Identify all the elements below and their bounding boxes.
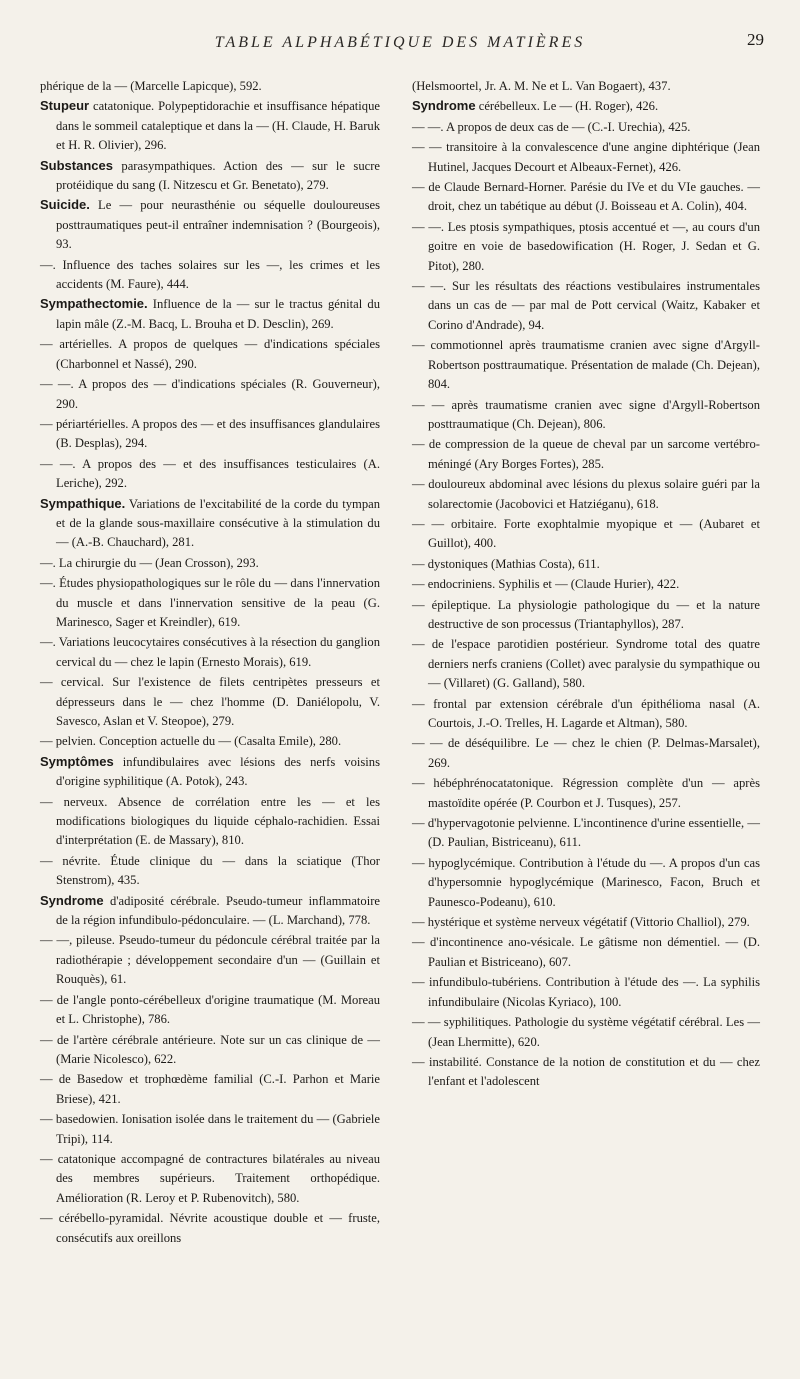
entry-text: — infundibulo-tubériens. Contribution à l'étude des —. La syphilis infundibulaire (Nicolas Kyriaco), 100. (412, 975, 760, 1009)
entry-headword: Substances (40, 157, 113, 173)
index-entry (40, 414, 380, 454)
index-entry (412, 474, 760, 514)
index-entry (40, 195, 380, 254)
entry-headword: Suicide. (40, 197, 90, 213)
entry-text: — hypoglycémique. Contribution à l'étude du —. A propos d'un cas d'hypersomnie hypoglycémique (Marinesco, Facon, Bruch et Paunesco-Podeanu), 610. (412, 855, 760, 909)
entry-text: — — transitoire à la convalescence d'une angine diphtérique (Jean Hutinel, Jacques Decourt et Albeaux-Fernet), 426. (412, 140, 760, 174)
index-entry (412, 1012, 760, 1052)
index-entry (40, 1030, 380, 1070)
entry-text: — —. A propos des — et des insuffisances testiculaires (A. Leriche), 292. (40, 456, 380, 491)
index-entry (40, 792, 380, 851)
entry-text: — —. A propos des — d'indications spéciales (R. Gouverneur), 290. (40, 377, 380, 411)
index-entry (40, 752, 380, 792)
entry-text: (Helsmoortel, Jr. A. M. Ne et L. Van Bogaert), 437. (412, 79, 671, 93)
index-entry (40, 553, 380, 573)
entry-text: phérique de la — (Marcelle Lapicque), 592. (40, 79, 262, 93)
index-entry (412, 554, 760, 574)
entry-headword: Syndrome (412, 98, 476, 114)
index-entry (412, 574, 760, 594)
index-entry (40, 334, 380, 374)
index-entry (40, 891, 380, 931)
index-entry (412, 773, 760, 813)
index-entry (40, 990, 380, 1030)
entry-text: — artérielles. A propos de quelques — d'indications spéciales (Charbonnel et Nassé), 290. (40, 337, 380, 371)
index-entry (40, 294, 380, 334)
entry-text: — périartérielles. A propos des — et des insuffisances glandulaires (B. Desplas), 294. (40, 416, 380, 451)
index-entry (412, 217, 760, 276)
entry-text: —. La chirurgie du — (Jean Crosson), 293. (40, 555, 259, 570)
entry-text: — de compression de la queue de cheval par un sarcome vertébro-méningé (Ary Borges Fortes), 285. (412, 437, 760, 471)
entry-text: — cervical. Sur l'existence de filets centripètes presseurs et dépresseurs dans le — chez l'homme (D. Daniélopolu, V. Savesco, Aslan et V. Steopoe), 279. (40, 675, 380, 728)
index-entry (412, 117, 760, 137)
index-entry (40, 156, 380, 196)
index-entry (412, 76, 760, 96)
index-entry (40, 930, 380, 989)
index-entry (412, 96, 760, 116)
index-entry (40, 255, 380, 295)
entry-text: — — orbitaire. Forte exophtalmie myopique et — (Aubaret et Guillot), 400. (412, 516, 760, 551)
entry-text: — d'hypervagotonie pelvienne. L'incontinence d'urine essentielle, — (D. Paulian, Bistriceanu), 611. (412, 816, 760, 850)
index-entry (412, 1052, 760, 1092)
entry-text: infundibulaires avec lésions des nerfs voisins d'origine syphilitique (A. Potok), 243. (56, 754, 380, 789)
entry-text: Influence de la — sur le tractus génital du lapin mâle (Z.-M. Bacq, L. Brouha et D. Desclin), 269. (56, 297, 380, 331)
entry-text: — épileptique. La physiologie pathologique du — et la nature destructive de son processus (Triantaphyllos), 287. (412, 597, 760, 631)
entry-text: —. Études physiopathologiques sur le rôle du — dans l'innervation du muscle et dans l'innervation sensitive de la peau (G. Marinesco, Sager et Kreindler), 619. (40, 576, 380, 629)
index-entry (40, 454, 380, 494)
index-entry (412, 853, 760, 912)
entry-text: — endocriniens. Syphilis et — (Claude Hurier), 422. (412, 577, 680, 592)
entry-text: — — après traumatisme cranien avec signe d'Argyll-Robertson posttraumatique (Ch. Dejean), 806. (412, 397, 760, 431)
index-entry (40, 672, 380, 731)
index-entry (40, 494, 380, 553)
entry-headword: Symptômes (40, 753, 114, 769)
index-entry (412, 932, 760, 972)
entry-text: — de l'espace parotidien postérieur. Syndrome total des quatre derniers nerfs craniens (Collet) avec paralysie du sympathique ou — (Villaret) (G. Galland), 580. (412, 637, 760, 691)
entry-text: — nerveux. Absence de corrélation entre les — et les modifications biologiques du liquide céphalo-rachidien. Essai d'interprétation (E. de Massary), 810. (40, 794, 380, 848)
entry-text: Le — pour neurasthénie ou séquelle douloureuses posttraumatiques peut-il entraîner indemnisation ? (Bourgeois), 93. (56, 198, 380, 252)
index-entry (40, 1109, 380, 1149)
index-entry (40, 851, 380, 891)
index-entry (40, 573, 380, 632)
entry-text: — d'incontinence ano-vésicale. Le gâtisme non démentiel. — (D. Paulian et Bistriceano), 607. (412, 935, 760, 969)
index-entry (412, 733, 760, 773)
entry-text: — de Claude Bernard-Horner. Parésie du IVe et du VIe gauches. —droit, chez un tabétique au début (J. Boisseau et A. Colin), 404. (412, 180, 760, 214)
left-column (40, 76, 380, 1248)
entry-text: — —, pileuse. Pseudo-tumeur du pédoncule cérébral traitée par la radiothérapie ; développement secondaire d'un — (Guillain et Rouquès), 61. (40, 933, 380, 987)
index-entry (412, 177, 760, 217)
entry-text: — névrite. Étude clinique du — dans la sciatique (Thor Stenstrom), 435. (40, 853, 380, 888)
right-column (412, 76, 760, 1092)
index-entry (412, 434, 760, 474)
running-title: TABLE ALPHABÉTIQUE DES MATIÈRES (214, 34, 586, 51)
entry-text: — —. Les ptosis sympathiques, ptosis accentué et —, au cours d'un goitre en voie de basedowification (H. Roger, J. Sedan et G. Pitot), 280. (412, 219, 760, 273)
index-entry (40, 731, 380, 751)
index-entry (412, 813, 760, 853)
entry-text: — cérébello-pyramidal. Névrite acoustique double et — fruste, consécutifs aux oreillons (40, 1211, 380, 1245)
entry-text: — — de déséquilibre. Le — chez le chien (P. Delmas-Marsalet), 269. (412, 736, 760, 770)
entry-headword: Stupeur (40, 98, 90, 114)
entry-text: —. Variations leucocytaires consécutives à la résection du ganglion cervical du — chez le lapin (Ernesto Morais), 619. (40, 635, 380, 669)
entry-text: — douloureux abdominal avec lésions du plexus solaire guéri par la solarectomie (Jacobovici et Hatziéganu), 618. (412, 477, 760, 511)
entry-headword: Sympathectomie. (40, 296, 148, 312)
entry-text: — instabilité. Constance de la notion de constitution et du — chez l'enfant et l'adolescent (412, 1054, 760, 1089)
index-entry (40, 96, 380, 155)
index-entry (412, 595, 760, 635)
entry-text: — hébéphrénocatatonique. Régression complète d'un — après mastoïdite opérée (P. Courbon et J. Tusques), 257. (412, 776, 760, 810)
index-entry (40, 1069, 380, 1109)
entry-text: Variations de l'excitabilité de la corde du tympan et de la glande sous-maxillaire consécutive à la stimulation du — (A.-B. Chauchard), 281. (56, 496, 380, 550)
entry-text: cérébelleux. Le — (H. Roger), 426. (475, 99, 659, 114)
entry-text: — —. A propos de deux cas de — (C.-I. Urechia), 425. (412, 119, 691, 134)
entry-text: — commotionnel après traumatisme cranien avec signe d'Argyll-Robertson posttraumatique. Présentation de malade (Ch. Dejean), 804. (412, 338, 760, 392)
index-entry (412, 912, 760, 932)
index-entry (412, 335, 760, 394)
index-entry (412, 972, 760, 1012)
entry-text: — — syphilitiques. Pathologie du système végétatif cérébral. Les — (Jean Lhermitte), 620. (412, 1015, 760, 1049)
entry-text: — hystérique et système nerveux végétatif (Vittorio Challiol), 279. (412, 915, 750, 930)
index-entry (40, 374, 380, 414)
index-entry (40, 76, 380, 96)
index-entry (412, 137, 760, 177)
entry-text: — catatonique accompagné de contractures bilatérales au niveau des membres supérieurs. Traitement orthopédique. Amélioration (R. Leroy et P. Rubenovitch), 580. (40, 1151, 380, 1205)
index-entry (40, 1149, 380, 1208)
entry-text: — basedowien. Ionisation isolée dans le traitement du — (Gabriele Tripi), 114. (40, 1112, 380, 1146)
entry-text: — de Basedow et trophœdème familial (C.-I. Parhon et Marie Briese), 421. (40, 1072, 380, 1106)
index-entry (40, 632, 380, 672)
entry-text: — frontal par extension cérébrale d'un épithélioma nasal (A. Courtois, J.-O. Trelles, H. Lagarde et Altman), 580. (412, 696, 760, 730)
entry-text: — dystoniques (Mathias Costa), 611. (412, 556, 600, 571)
entry-text: — pelvien. Conception actuelle du — (Casalta Emile), 280. (40, 734, 342, 749)
entry-text: d'adiposité cérébrale. Pseudo-tumeur inflammatoire de la région infundibulo-pédonculaire. — (L. Marchand), 778. (56, 893, 380, 928)
index-entry (412, 395, 760, 435)
entry-headword: Sympathique. (40, 495, 126, 511)
entry-text: — de l'angle ponto-cérébelleux d'origine traumatique (M. Moreau et L. Christophe), 786. (40, 992, 380, 1027)
entry-text: —. Influence des taches solaires sur les —, les crimes et les accidents (M. Faure), 444. (40, 257, 380, 292)
index-entry (40, 1208, 380, 1248)
index-entry (412, 694, 760, 734)
entry-text: parasympathiques. Action des — sur le sucre protéidique du sang (I. Nitzescu et Gr. Benetato), 279. (56, 158, 380, 193)
index-entry (412, 514, 760, 554)
index-entry (412, 276, 760, 335)
page-number: 29 (747, 30, 764, 49)
entry-text: — —. Sur les résultats des réactions vestibulaires instrumentales dans un cas de — par mal de Pott cervical (Waitz, Kabaker et Corino d'Andrade), 94. (412, 279, 760, 332)
entry-headword: Syndrome (40, 892, 104, 908)
entry-text: catatonique. Polypeptidorachie et insuffisance hépatique dans le sommeil cataleptique et dans la — (H. Claude, H. Baruk et H. R. Olivier), 296. (56, 99, 380, 153)
entry-text: — de l'artère cérébrale antérieure. Note sur un cas clinique de — (Marie Nicolesco), 622. (40, 1032, 380, 1066)
index-entry (412, 634, 760, 693)
